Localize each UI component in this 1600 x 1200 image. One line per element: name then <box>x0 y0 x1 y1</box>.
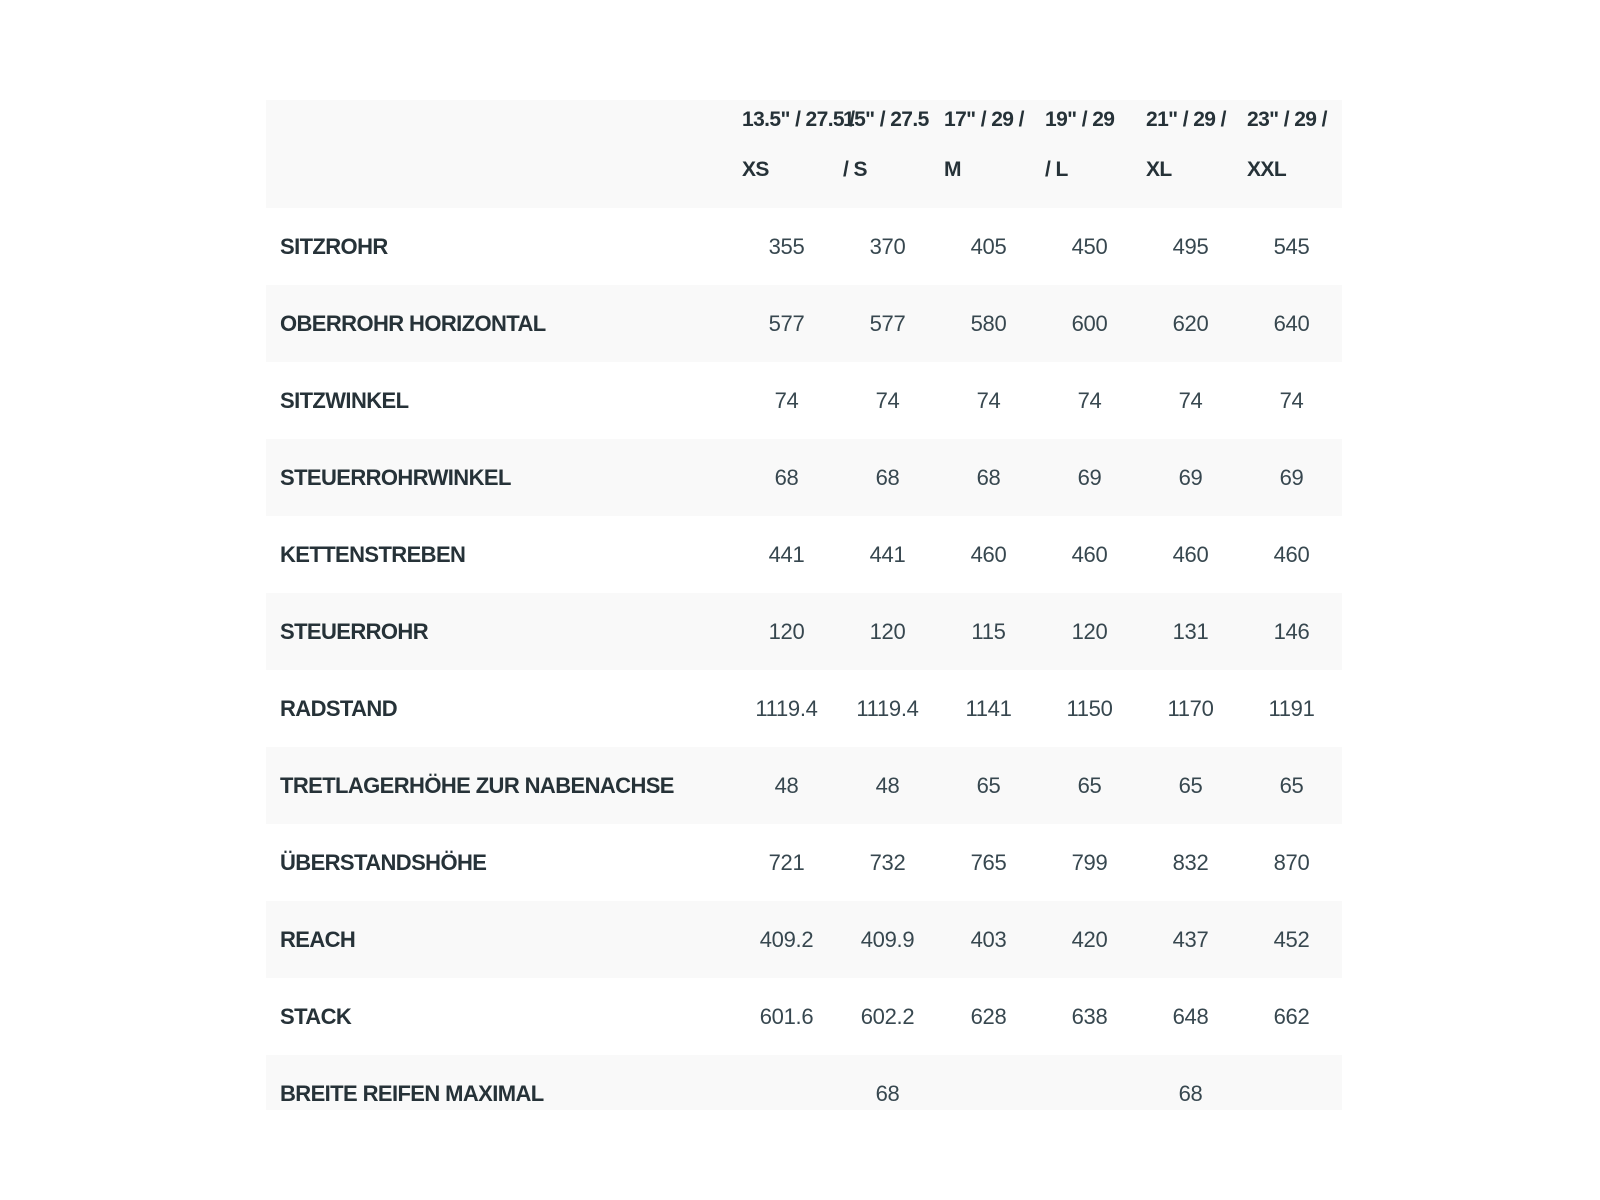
value-cell: 545 <box>1273 233 1310 259</box>
value-cell: 65 <box>1077 772 1102 798</box>
value-cell: 495 <box>1172 233 1209 259</box>
value-cell: 1170 <box>1167 695 1214 721</box>
value-cell: 68 <box>875 1081 900 1106</box>
value-cell: 662 <box>1273 1003 1310 1029</box>
value-cell: 68 <box>1178 1081 1203 1106</box>
value-cell: 69 <box>1279 464 1304 490</box>
value-cell: 74 <box>976 387 1001 413</box>
value-cell: 120 <box>869 618 906 644</box>
value-cell: 48 <box>875 772 900 798</box>
value-cell: 146 <box>1273 618 1310 644</box>
size-code-label: XL <box>1146 158 1172 181</box>
value-cell: 452 <box>1273 926 1310 952</box>
value-cell: 628 <box>970 1003 1007 1029</box>
value-cell: 1150 <box>1066 695 1113 721</box>
row-label: TRETLAGERHÖHE ZUR NABENACHSE <box>280 772 674 798</box>
value-cell: 48 <box>774 772 799 798</box>
value-cell: 131 <box>1172 618 1209 644</box>
table-row <box>266 208 1342 285</box>
row-label: KETTENSTREBEN <box>280 541 466 567</box>
value-cell: 65 <box>1279 772 1304 798</box>
value-cell: 69 <box>1077 464 1102 490</box>
value-cell <box>1039 1055 1140 1110</box>
value-cell: 441 <box>768 541 805 567</box>
table-row <box>266 747 1342 824</box>
value-cell: 370 <box>869 233 906 259</box>
value-cell: 69 <box>1178 464 1203 490</box>
value-cell: 799 <box>1071 849 1108 875</box>
value-cell: 721 <box>768 849 805 875</box>
row-label: ÜBERSTANDSHÖHE <box>280 849 487 875</box>
value-cell <box>938 1055 1039 1110</box>
table-row <box>266 824 1342 901</box>
value-cell: 409.9 <box>860 926 915 952</box>
value-cell: 580 <box>970 310 1007 336</box>
table-row <box>266 670 1342 747</box>
value-cell: 68 <box>976 464 1001 490</box>
size-header-row <box>266 100 1342 208</box>
size-header-s <box>837 100 938 208</box>
value-cell: 65 <box>976 772 1001 798</box>
size-frame-label: 17" / 29 / <box>944 108 1024 131</box>
row-label: SITZROHR <box>280 233 388 259</box>
size-frame-label: 21" / 29 / <box>1146 108 1226 131</box>
size-frame-label: 13.5" / 27.5 / <box>742 108 855 131</box>
row-label: OBERROHR HORIZONTAL <box>280 310 546 336</box>
header-label-cell <box>266 100 736 208</box>
size-code-label: XS <box>742 158 769 181</box>
value-cell: 1119.4 <box>856 695 919 721</box>
row-label: BREITE REIFEN MAXIMAL <box>280 1081 544 1106</box>
size-frame-label: 15" / 27.5 <box>843 108 929 131</box>
size-code-label: / L <box>1045 158 1068 181</box>
value-cell: 120 <box>1071 618 1108 644</box>
value-cell: 1119.4 <box>755 695 818 721</box>
value-cell: 765 <box>970 849 1007 875</box>
row-label: STEUERROHRWINKEL <box>280 464 511 490</box>
row-label: STEUERROHR <box>280 618 429 644</box>
value-cell: 74 <box>1077 387 1102 413</box>
table-row <box>266 593 1342 670</box>
value-cell: 120 <box>768 618 805 644</box>
value-cell: 420 <box>1071 926 1108 952</box>
value-cell: 405 <box>970 233 1007 259</box>
size-frame-label: 23" / 29 / <box>1247 108 1327 131</box>
value-cell: 115 <box>971 618 1006 644</box>
value-cell: 409.2 <box>759 926 814 952</box>
value-cell: 600 <box>1071 310 1108 336</box>
size-header-xxl <box>1241 100 1342 208</box>
row-label: STACK <box>280 1003 352 1029</box>
value-cell: 648 <box>1172 1003 1209 1029</box>
size-code-label: / S <box>843 158 867 181</box>
value-cell: 1141 <box>965 695 1012 721</box>
size-header-l <box>1039 100 1140 208</box>
value-cell: 68 <box>774 464 799 490</box>
value-cell: 441 <box>869 541 906 567</box>
value-cell: 577 <box>768 310 805 336</box>
table-row <box>266 901 1342 978</box>
value-cell: 68 <box>875 464 900 490</box>
value-cell <box>736 1055 837 1110</box>
value-cell: 832 <box>1172 849 1209 875</box>
row-label: RADSTAND <box>280 695 398 721</box>
value-cell: 74 <box>1178 387 1203 413</box>
geometry-table <box>266 100 1342 1110</box>
value-cell: 450 <box>1071 233 1108 259</box>
table-row <box>266 439 1342 516</box>
value-cell: 577 <box>869 310 906 336</box>
table-row <box>266 285 1342 362</box>
value-cell: 74 <box>875 387 900 413</box>
value-cell: 74 <box>774 387 799 413</box>
value-cell: 355 <box>768 233 805 259</box>
value-cell: 870 <box>1273 849 1310 875</box>
value-cell: 74 <box>1279 387 1304 413</box>
value-cell: 460 <box>1273 541 1310 567</box>
value-cell: 602.2 <box>860 1003 915 1029</box>
row-label: REACH <box>280 926 356 952</box>
value-cell: 403 <box>970 926 1007 952</box>
size-frame-label: 19" / 29 <box>1045 108 1115 131</box>
value-cell: 65 <box>1178 772 1203 798</box>
value-cell: 437 <box>1172 926 1209 952</box>
table-row <box>266 516 1342 593</box>
row-label: SITZWINKEL <box>280 387 409 413</box>
table-row <box>266 1055 1342 1110</box>
value-cell: 1191 <box>1268 695 1315 721</box>
value-cell: 601.6 <box>759 1003 814 1029</box>
size-code-label: XXL <box>1247 158 1287 181</box>
value-cell <box>1241 1055 1342 1110</box>
size-header-xl <box>1140 100 1241 208</box>
size-header-xs <box>736 100 855 208</box>
size-header-m <box>938 100 1039 208</box>
value-cell: 732 <box>869 849 906 875</box>
value-cell: 460 <box>1071 541 1108 567</box>
table-row <box>266 362 1342 439</box>
value-cell: 640 <box>1273 310 1310 336</box>
value-cell: 620 <box>1172 310 1209 336</box>
value-cell: 460 <box>1172 541 1209 567</box>
size-code-label: M <box>944 158 961 181</box>
value-cell: 638 <box>1071 1003 1108 1029</box>
table-row <box>266 978 1342 1055</box>
value-cell: 460 <box>970 541 1007 567</box>
